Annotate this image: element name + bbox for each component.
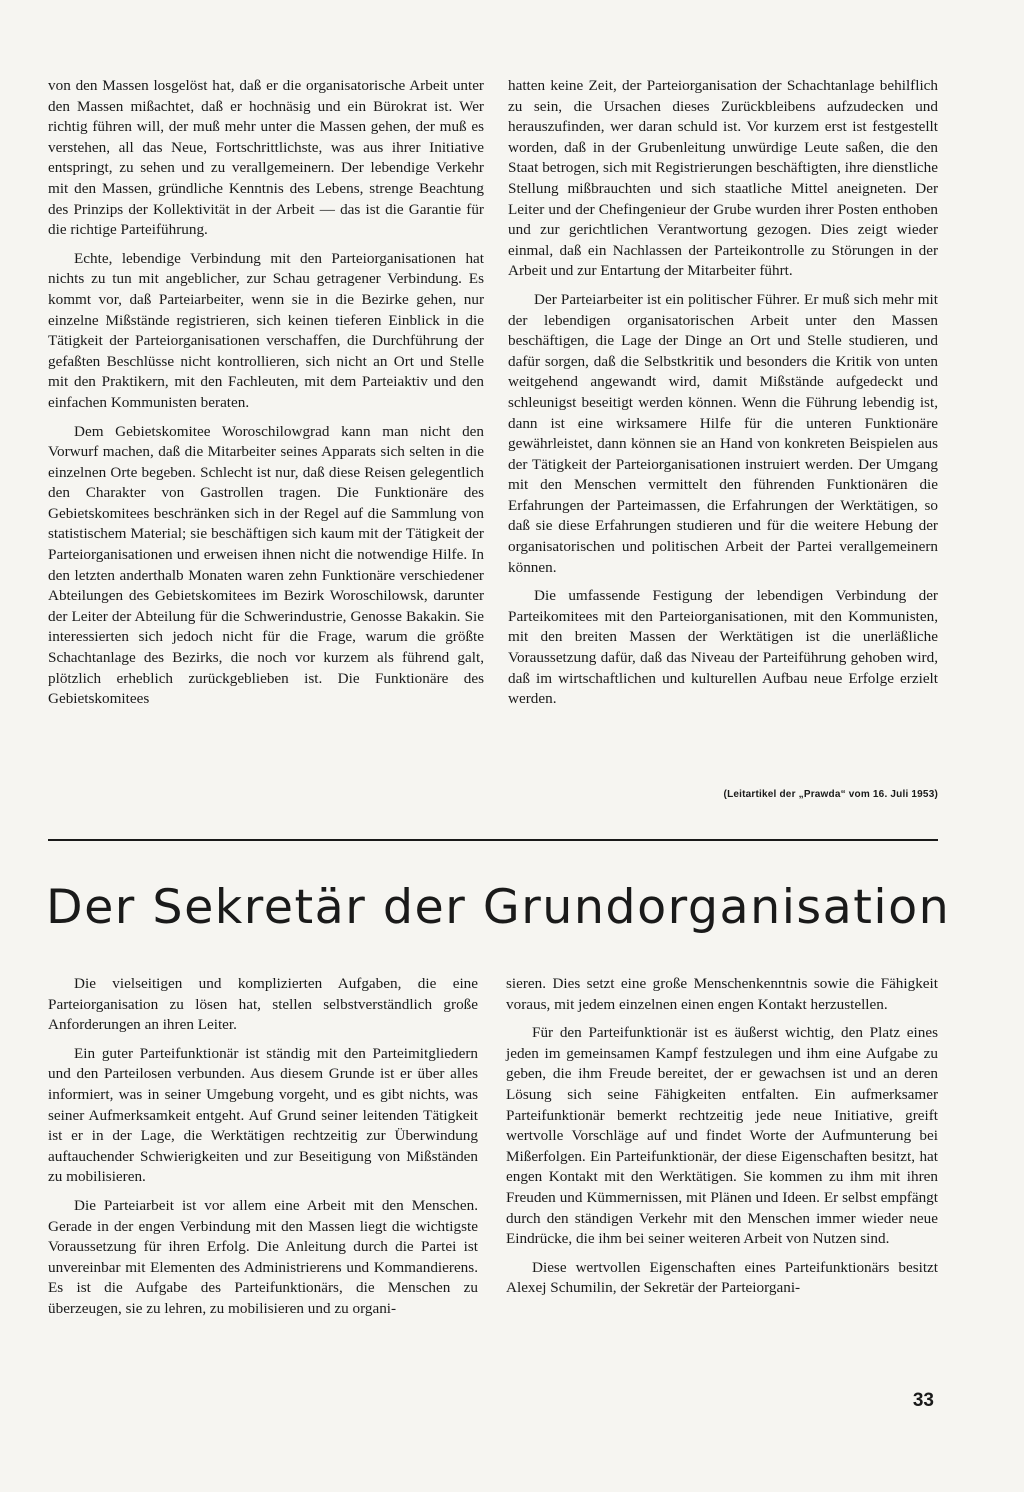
paragraph: Für den Parteifunktionär ist es äußerst wichtig, den Platz eines jeden im gemeinsamen Kampf festzulegen und ihm eine Aufgabe zu geben, die ihm Freude bereitet, der er gewachsen ist und an deren Lösung sich seine Fähigkeiten entfalten. Ein aufmerksamer Parteifunktionär bemerkt rechtzeitig jede neue Initiative, greift wertvolle Vorschläge auf und findet Worte der Aufmunterung bei Mißerfolgen. Ein Parteifunktionär, der diese Eigenschaften besitzt, hat engen Kontakt mit den Werktätigen. Sie kommen zu ihm mit ihren Freuden und Kümmernissen, mit Plänen und Ideen. Er selbst empfängt durch den ständigen Verkehr mit den Menschen immer wieder neue Eindrücke, die ihm bei seiner weiteren Arbeit von Nutzen sind. [506, 1024, 938, 1248]
article-title: Der Sekretär der Grundorganisation [46, 880, 951, 935]
article2-right-column [506, 974, 938, 1307]
paragraph: hatten keine Zeit, der Parteiorganisation der Schachtanlage behilflich zu sein, die Ursachen dieses Zurückbleibens aufzudecken und herauszufinden, wer daran schuld ist. Vor kurzem erst ist festgestellt worden, daß in der Grubenleitung unwürdige Leute saßen, die den Staat betrogen, sich mit Registrierungen beschäftigten, ihre dienstliche Stellung mißbrauchten und sich staatliche Mittel aneigneten. Der Leiter und der Chefingenieur der Grube wurden ihrer Posten enthoben und zur gerichtlichen Verantwortung gezogen. Dies zeigt wieder einmal, daß ein Nachlassen der Parteikontrolle zu Störungen in der Arbeit und zur Entartung der Mitarbeiter führt. [508, 77, 938, 280]
article2-left-column [48, 974, 478, 1328]
article1-right-column [508, 76, 938, 718]
paragraph: Die umfassende Festigung der lebendigen Verbindung der Parteikomitees mit den Parteiorganisationen, mit den Kommunisten, mit den breiten Massen der Werktätigen ist die unerläßliche Voraussetzung dafür, daß das Niveau der Parteiführung gehoben wird, daß im wirtschaftlichen und kulturellen Aufbau neue Erfolge erzielt werden. [508, 587, 938, 708]
article1-left-column [48, 76, 484, 718]
paragraph: sieren. Dies setzt eine große Menschenkenntnis sowie die Fähigkeit voraus, mit jedem einzelnen einen engen Kontakt herzustellen. [506, 975, 938, 1013]
paragraph: von den Massen losgelöst hat, daß er die organisatorische Arbeit unter den Massen mißachtet, daß er hochnäsig und ein Bürokrat ist. Wer richtig führen will, der muß mehr unter die Massen gehen, der muß es verstehen, all das Neue, Fortschrittlichste, was aus ihrer Initiative entspringt, zu sehen und zu verallgemeinern. Der lebendige Verkehr mit den Massen, gründliche Kenntnis des Lebens, strenge Beachtung des Prinzips der Kollektivität in der Arbeit — das ist die Garantie für die richtige Parteiführung. [48, 77, 484, 239]
paragraph: Dem Gebietskomitee Woroschilowgrad kann man nicht den Vorwurf machen, daß die Mitarbeiter seines Apparats sich selten in die einzelnen Orte begeben. Schlecht ist nur, daß diese Reisen gelegentlich den Charakter von Gastrollen tragen. Die Funktionäre des Gebietskomitees beschränken sich in der Regel auf die Sammlung von statistischem Material; sie beschäftigen sich kaum mit der Tätigkeit der Parteiorganisationen und erweisen ihnen nicht die notwendige Hilfe. In den letzten anderthalb Monaten waren zehn Funktionäre verschiedener Abteilungen des Gebietskomitees im Bezirk Woroschilowsk, darunter der Leiter der Abteilung für die Schwerindustrie, Genosse Bakakin. Sie interessierten sich jedoch nicht für die Frage, warum die größte Schachtanlage des Bezirks, die noch vor kurzem als führend galt, plötzlich erheblich zurückgeblieben ist. Die Funktionäre des Gebietskomitees [48, 422, 484, 708]
source-citation: (Leitartikel der „Prawda“ vom 16. Juli 1953) [723, 789, 938, 800]
paragraph: Die vielseitigen und komplizierten Aufgaben, die eine Parteiorganisation zu lösen hat, stellen selbstverständlich große Anforderungen an ihren Leiter. [48, 975, 478, 1034]
paragraph: Ein guter Parteifunktionär ist ständig mit den Parteimitgliedern und den Parteilosen verbunden. Aus diesem Grunde ist er über alles informiert, was in seiner Umgebung vorgeht, und es gibt nichts, was seiner Aufmerksamkeit entgeht. Auf Grund seiner leitenden Tätigkeit ist er in der Lage, die Werktätigen rechtzeitig zur Überwindung auftauchender Schwierigkeiten und zur Beseitigung von Mißständen zu mobilisieren. [48, 1044, 478, 1186]
paragraph: Die Parteiarbeit ist vor allem eine Arbeit mit den Menschen. Gerade in der engen Verbindung mit den Massen liegt die wichtigste Voraussetzung für ihren Erfolg. Die Anleitung durch die Partei ist unvereinbar mit Elementen des Administrierens und Kommandierens. Es ist die Aufgabe des Parteifunktionärs, die Menschen zu überzeugen, sie zu lehren, zu mobilisieren und zu organi- [48, 1196, 478, 1317]
page-number: 33 [912, 1390, 934, 1411]
paragraph: Diese wertvollen Eigenschaften eines Parteifunktionärs besitzt Alexej Schumilin, der Sekretär der Parteiorgani- [506, 1258, 938, 1297]
paragraph: Echte, lebendige Verbindung mit den Parteiorganisationen hat nichts zu tun mit angeblicher, zur Schau getragener Verbindung. Es kommt vor, daß Parteiarbeiter, wenn sie in die Bezirke gehen, nur einzelne Mißstände registrieren, sich keinen tieferen Einblick in die Tätigkeit der Parteiorganisationen verschaffen, die Durchführung der gefaßten Beschlüsse nicht kontrollieren, sich nicht an Ort und Stelle mit den Praktikern, mit den Fachleuten, mit dem Parteiaktiv und den einfachen Kommunisten beraten. [48, 249, 484, 411]
paragraph: Der Parteiarbeiter ist ein politischer Führer. Er muß sich mehr mit der lebendigen organisatorischen Arbeit unter den Massen beschäftigen, die Lage der Dinge an Ort und Stelle studieren, und dafür sorgen, daß die Selbstkritik und besonders die Kritik von unten weitgehend angewandt wird, damit Mißstände aufgedeckt und schleunigst beseitigt werden können. Wenn die Führung lebendig ist, dann ist eine wirksamere Hilfe für die unteren Funktionäre gewährleistet, dann können sie an Hand von konkreten Beispielen aus der Tätigkeit der Parteiorganisationen instruiert werden. Der Umgang mit den Menschen vermittelt den führenden Funktionären die Erfahrungen der Parteimassen, die Erfahrungen der Werktätigen, so daß sie diese Erfahrungen studieren und für die weitere Hebung der organisatorischen und politischen Arbeit der Partei verallgemeinern können. [508, 290, 938, 576]
section-divider [48, 839, 938, 841]
